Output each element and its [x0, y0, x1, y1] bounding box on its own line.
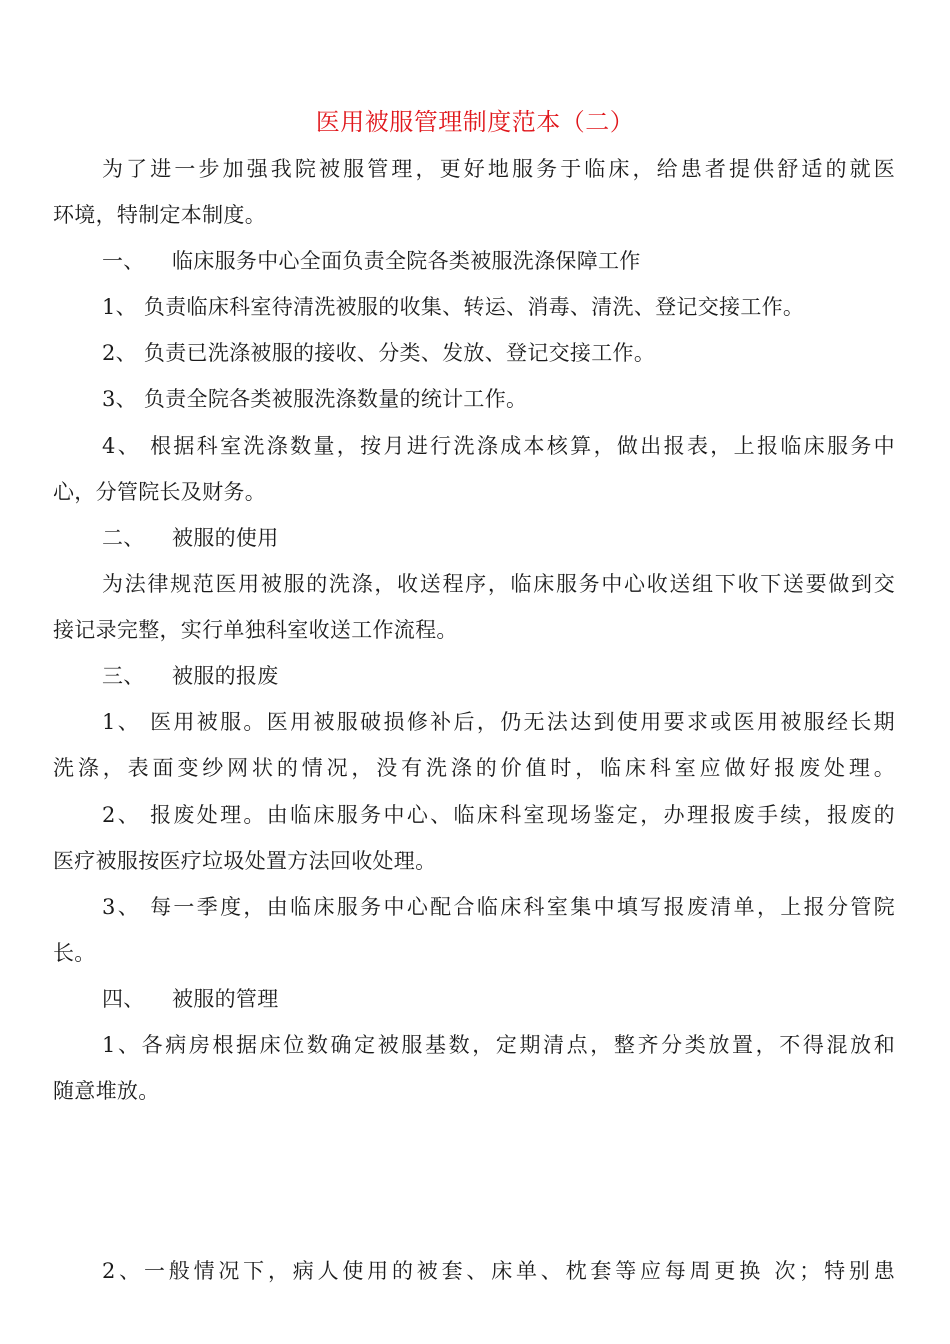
intro-line-2: 环境，特制定本制度。	[53, 203, 266, 227]
section-1-item-4-line-2: 心，分管院长及财务。	[53, 480, 266, 504]
section-1-item-2: 2、 负责已洗涤被服的接收、分类、发放、登记交接工作。	[102, 341, 656, 365]
section-3-number: 三、	[102, 664, 145, 688]
section-1-heading	[102, 246, 895, 276]
section-1-item-4-line-1: 4、 根据科室洗涤数量，按月进行洗涤成本核算，做出报表，上报临床服务中	[102, 434, 895, 458]
section-2-paragraph-line-2: 接记录完整，实行单独科室收送工作流程。	[53, 618, 458, 642]
section-3-item-1-line-2: 洗涤，表面变纱网状的情况，没有洗涤的价值时，临床科室应做好报废处理。	[53, 756, 895, 780]
section-3-title: 被服的报废	[172, 664, 279, 688]
section-2-title: 被服的使用	[172, 526, 279, 550]
section-1-item-3: 3、 负责全院各类被服洗涤数量的统计工作。	[102, 387, 528, 411]
section-3-item-3-line-2: 长。	[53, 941, 96, 965]
section-4-number: 四、	[102, 987, 145, 1011]
section-4-item-2-line-1: 2、一般情况下，病人使用的被套、床单、枕套等应每周更换 次；特别患	[102, 1259, 895, 1283]
section-3-item-2-line-1: 2、 报废处理。由临床服务中心、临床科室现场鉴定，办理报废手续，报废的	[102, 803, 895, 827]
section-3-item-2-line-2: 医疗被服按医疗垃圾处置方法回收处理。	[53, 849, 437, 873]
section-3-item-1-line-1: 1、 医用被服。医用被服破损修补后，仍无法达到使用要求或医用被服经长期	[102, 710, 895, 734]
intro-line-1: 为了进一步加强我院被服管理，更好地服务于临床，给患者提供舒适的就医	[102, 157, 895, 181]
section-4-item-1-line-1: 1、各病房根据床位数确定被服基数，定期清点，整齐分类放置，不得混放和	[102, 1033, 895, 1057]
section-2-number: 二、	[102, 526, 145, 550]
page-title: 医用被服管理制度范本（二）	[315, 108, 635, 136]
section-2-paragraph-line-1: 为法律规范医用被服的洗涤，收送程序，临床服务中心收送组下收下送要做到交	[102, 572, 895, 596]
section-4-item-1-line-2: 随意堆放。	[53, 1079, 160, 1103]
section-3-heading	[102, 661, 895, 691]
section-4-heading	[102, 984, 895, 1014]
section-1-item-1: 1、 负责临床科室待清洗被服的收集、转运、消毒、清洗、登记交接工作。	[102, 295, 805, 319]
section-1-title: 临床服务中心全面负责全院各类被服洗涤保障工作	[172, 249, 641, 273]
section-4-title: 被服的管理	[172, 987, 279, 1011]
section-1-number: 一、	[102, 249, 145, 273]
section-2-heading	[102, 523, 895, 553]
section-3-item-3-line-1: 3、 每一季度，由临床服务中心配合临床科室集中填写报废清单，上报分管院	[102, 895, 895, 919]
